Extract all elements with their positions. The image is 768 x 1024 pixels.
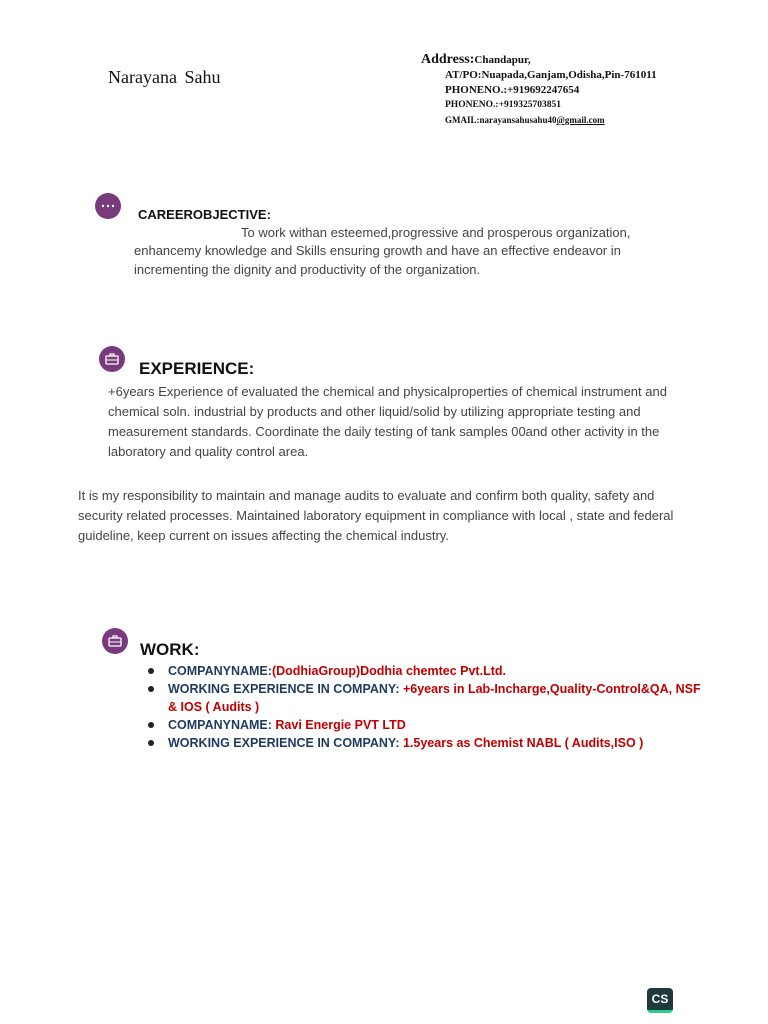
phone-1: PHONENO.:+919692247654 bbox=[445, 84, 580, 96]
ellipsis-icon bbox=[95, 193, 121, 219]
address-line2: AT/PO:Nuapada,Ganjam,Odisha,Pin-761011 bbox=[445, 69, 657, 81]
work-list bbox=[146, 662, 706, 752]
item-value: 1.5years as Chemist NABL ( Audits,ISO ) bbox=[402, 736, 644, 750]
briefcase-icon bbox=[102, 628, 128, 654]
address-label: Address: bbox=[421, 52, 475, 67]
item-value: +6years in Lab-Incharge,Quality-Control&QA, NSF & IOS ( Audits ) bbox=[168, 682, 701, 714]
gmail bbox=[445, 113, 660, 128]
career-line3: incrementing the dignity and productivity of the organization. bbox=[134, 262, 481, 277]
camscanner-badge: CS bbox=[647, 988, 673, 1013]
career-line2: enhancemy knowledge and Skills ensuring growth and have an effective endeavor in bbox=[134, 243, 621, 258]
experience-paragraph-2: It is my responsibility to maintain and manage audits to evaluate and confirm both quality, safety and security related processes. Maintained laboratory equipment in compliance with local , state and federal guideline, keep current on issues affecting the chemical industry. bbox=[78, 488, 674, 543]
candidate-name: Narayana Sahu bbox=[108, 67, 221, 87]
list-item bbox=[146, 662, 706, 680]
gmail-prefix: GMAIL:narayansahusahu40 bbox=[445, 115, 557, 125]
item-label: WORKING EXPERIENCE IN COMPANY: bbox=[168, 736, 403, 750]
list-item bbox=[146, 716, 706, 734]
item-label: COMPANYNAME: bbox=[168, 664, 272, 678]
list-item bbox=[146, 680, 706, 716]
item-value: Ravi Energie PVT LTD bbox=[275, 718, 406, 732]
phone-2: PHONENO.:+919325703851 bbox=[445, 100, 561, 110]
experience-paragraph-1: +6years Experience of evaluated the chemical and physicalproperties of chemical instrument and chemical soln. industrial by products and other liquid/solid by utilizing appropriate testing and measurement standards. Coordinate the daily testing of tank samples 00and other activity in the laboratory and quality control area. bbox=[108, 384, 667, 459]
career-line1: To work withan esteemed,progressive and prosperous organization, bbox=[241, 225, 631, 240]
address-line1: Chandapur, bbox=[474, 54, 531, 66]
experience-title: EXPERIENCE: bbox=[139, 359, 255, 378]
item-label: WORKING EXPERIENCE IN COMPANY: bbox=[168, 682, 403, 696]
career-objective-title: CAREEROBJECTIVE: bbox=[138, 207, 271, 222]
briefcase-icon bbox=[99, 346, 125, 372]
gmail-domain-link[interactable]: @gmail.com bbox=[556, 115, 605, 125]
list-item bbox=[146, 734, 706, 752]
item-label: COMPANYNAME: bbox=[168, 718, 276, 732]
item-value: (DodhiaGroup)Dodhia chemtec Pvt.Ltd. bbox=[271, 664, 506, 678]
work-title: WORK: bbox=[140, 640, 200, 659]
address-block bbox=[421, 50, 660, 128]
